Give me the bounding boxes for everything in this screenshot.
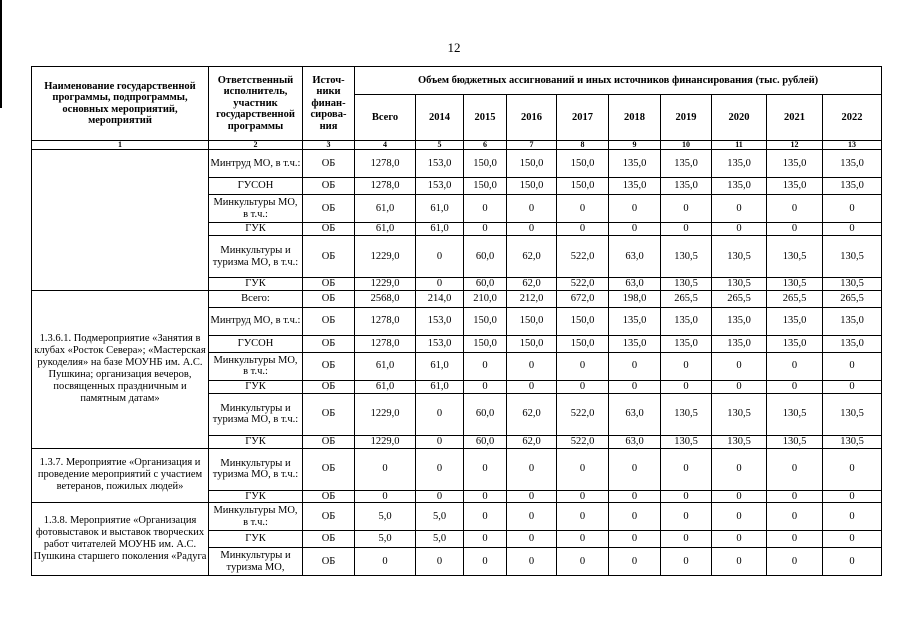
- value-cell: 1278,0: [355, 335, 416, 352]
- value-cell: 130,5: [661, 278, 712, 291]
- value-cell: 265,5: [767, 290, 823, 307]
- value-cell: 0: [507, 548, 557, 576]
- executor-cell: Минкультуры МО, в т.ч.:: [209, 352, 303, 380]
- value-cell: 150,0: [464, 178, 507, 195]
- value-cell: 135,0: [609, 307, 661, 335]
- value-cell: 0: [767, 548, 823, 576]
- source-cell: ОБ: [303, 393, 355, 435]
- value-cell: 135,0: [823, 335, 882, 352]
- value-cell: 150,0: [557, 150, 609, 178]
- source-cell: ОБ: [303, 380, 355, 393]
- value-cell: 0: [823, 448, 882, 490]
- value-cell: 0: [416, 278, 464, 291]
- value-cell: 63,0: [609, 393, 661, 435]
- header-budget: Объем бюджетных ассигнований и иных источников финансирования (тыс. рублей): [355, 67, 882, 95]
- header-year-2017: 2017: [557, 95, 609, 141]
- value-cell: 522,0: [557, 278, 609, 291]
- value-cell: 61,0: [355, 352, 416, 380]
- header-year-2021: 2021: [767, 95, 823, 141]
- value-cell: 61,0: [416, 223, 464, 236]
- value-cell: 63,0: [609, 236, 661, 278]
- value-cell: 0: [557, 531, 609, 548]
- source-cell: ОБ: [303, 503, 355, 531]
- executor-cell: ГУК: [209, 223, 303, 236]
- value-cell: 135,0: [823, 178, 882, 195]
- value-cell: 0: [557, 490, 609, 503]
- value-cell: 0: [767, 195, 823, 223]
- value-cell: 1229,0: [355, 236, 416, 278]
- executor-cell: ГУСОН: [209, 178, 303, 195]
- value-cell: 2568,0: [355, 290, 416, 307]
- value-cell: 0: [416, 435, 464, 448]
- value-cell: 135,0: [823, 150, 882, 178]
- value-cell: 130,5: [767, 393, 823, 435]
- value-cell: 0: [507, 503, 557, 531]
- value-cell: 5,0: [416, 503, 464, 531]
- value-cell: 0: [464, 448, 507, 490]
- value-cell: 150,0: [557, 178, 609, 195]
- value-cell: 62,0: [507, 435, 557, 448]
- value-cell: 62,0: [507, 393, 557, 435]
- source-cell: ОБ: [303, 435, 355, 448]
- value-cell: 130,5: [767, 278, 823, 291]
- value-cell: 150,0: [464, 335, 507, 352]
- value-cell: 0: [416, 236, 464, 278]
- value-cell: 0: [416, 548, 464, 576]
- value-cell: 522,0: [557, 236, 609, 278]
- value-cell: 0: [823, 490, 882, 503]
- value-cell: 0: [416, 393, 464, 435]
- value-cell: 5,0: [355, 531, 416, 548]
- value-cell: 0: [712, 195, 767, 223]
- value-cell: 0: [507, 352, 557, 380]
- column-number-6: 6: [464, 141, 507, 150]
- column-number-1: 1: [32, 141, 209, 150]
- value-cell: 135,0: [712, 307, 767, 335]
- value-cell: 0: [507, 380, 557, 393]
- source-cell: ОБ: [303, 278, 355, 291]
- value-cell: 0: [823, 223, 882, 236]
- column-number-5: 5: [416, 141, 464, 150]
- source-cell: ОБ: [303, 335, 355, 352]
- value-cell: 153,0: [416, 307, 464, 335]
- value-cell: 265,5: [712, 290, 767, 307]
- value-cell: 61,0: [355, 223, 416, 236]
- value-cell: 60,0: [464, 236, 507, 278]
- value-cell: 130,5: [661, 393, 712, 435]
- value-cell: 62,0: [507, 236, 557, 278]
- value-cell: 0: [661, 223, 712, 236]
- value-cell: 0: [767, 490, 823, 503]
- value-cell: 0: [464, 223, 507, 236]
- value-cell: 0: [507, 223, 557, 236]
- value-cell: 150,0: [464, 307, 507, 335]
- value-cell: 214,0: [416, 290, 464, 307]
- value-cell: 0: [661, 503, 712, 531]
- value-cell: 0: [609, 195, 661, 223]
- value-cell: 1278,0: [355, 178, 416, 195]
- column-number-3: 3: [303, 141, 355, 150]
- value-cell: 135,0: [767, 178, 823, 195]
- table-row: [32, 503, 882, 531]
- value-cell: 0: [609, 352, 661, 380]
- executor-cell: ГУК: [209, 278, 303, 291]
- value-cell: 0: [507, 195, 557, 223]
- executor-cell: ГУК: [209, 380, 303, 393]
- value-cell: 0: [464, 503, 507, 531]
- column-number-7: 7: [507, 141, 557, 150]
- executor-cell: Минкультуры МО, в т.ч.:: [209, 503, 303, 531]
- value-cell: 130,5: [712, 236, 767, 278]
- value-cell: 1229,0: [355, 393, 416, 435]
- executor-cell: Минтруд МО, в т.ч.:: [209, 150, 303, 178]
- executor-cell: ГУСОН: [209, 335, 303, 352]
- budget-table: [31, 66, 882, 576]
- value-cell: 0: [661, 531, 712, 548]
- value-cell: 0: [712, 352, 767, 380]
- value-cell: 0: [823, 503, 882, 531]
- value-cell: 61,0: [416, 352, 464, 380]
- value-cell: 62,0: [507, 278, 557, 291]
- executor-cell: Минкультуры и туризма МО,: [209, 548, 303, 576]
- value-cell: 0: [767, 223, 823, 236]
- value-cell: 60,0: [464, 435, 507, 448]
- value-cell: 0: [712, 380, 767, 393]
- value-cell: 135,0: [661, 307, 712, 335]
- value-cell: 135,0: [609, 178, 661, 195]
- page-number: 12: [447, 40, 461, 55]
- value-cell: 150,0: [507, 307, 557, 335]
- value-cell: 0: [712, 448, 767, 490]
- value-cell: 0: [464, 548, 507, 576]
- value-cell: 210,0: [464, 290, 507, 307]
- value-cell: 60,0: [464, 278, 507, 291]
- value-cell: 61,0: [355, 195, 416, 223]
- executor-cell: Минкультуры и туризма МО, в т.ч.:: [209, 236, 303, 278]
- value-cell: 63,0: [609, 278, 661, 291]
- value-cell: 0: [609, 380, 661, 393]
- value-cell: 0: [661, 380, 712, 393]
- value-cell: 0: [507, 448, 557, 490]
- value-cell: 212,0: [507, 290, 557, 307]
- value-cell: 61,0: [416, 380, 464, 393]
- value-cell: 0: [557, 352, 609, 380]
- value-cell: 198,0: [609, 290, 661, 307]
- executor-cell: Минкультуры и туризма МО, в т.ч.:: [209, 393, 303, 435]
- table-row: [32, 290, 882, 307]
- column-number-13: 13: [823, 141, 882, 150]
- value-cell: 63,0: [609, 435, 661, 448]
- value-cell: 135,0: [609, 150, 661, 178]
- value-cell: 0: [416, 490, 464, 503]
- column-number-2: 2: [209, 141, 303, 150]
- value-cell: 135,0: [767, 150, 823, 178]
- program-name-cell: 1.3.7. Мероприятие «Организация и проведение мероприятий с участием ветеранов, пожилых людей»: [32, 448, 209, 503]
- value-cell: 0: [609, 503, 661, 531]
- value-cell: 130,5: [767, 236, 823, 278]
- source-cell: ОБ: [303, 548, 355, 576]
- value-cell: 0: [464, 195, 507, 223]
- value-cell: 0: [712, 531, 767, 548]
- value-cell: 150,0: [557, 307, 609, 335]
- value-cell: 130,5: [712, 393, 767, 435]
- value-cell: 135,0: [712, 335, 767, 352]
- value-cell: 0: [767, 352, 823, 380]
- value-cell: 0: [557, 548, 609, 576]
- executor-cell: ГУК: [209, 531, 303, 548]
- executor-cell: Минтруд МО, в т.ч.:: [209, 307, 303, 335]
- value-cell: 135,0: [712, 178, 767, 195]
- value-cell: 130,5: [712, 435, 767, 448]
- value-cell: 135,0: [823, 307, 882, 335]
- executor-cell: Минкультуры МО, в т.ч.:: [209, 195, 303, 223]
- value-cell: 0: [507, 531, 557, 548]
- header-year-2019: 2019: [661, 95, 712, 141]
- value-cell: 135,0: [767, 307, 823, 335]
- value-cell: 0: [609, 223, 661, 236]
- value-cell: 0: [767, 503, 823, 531]
- value-cell: 0: [712, 490, 767, 503]
- value-cell: 0: [712, 548, 767, 576]
- source-cell: ОБ: [303, 150, 355, 178]
- source-cell: ОБ: [303, 531, 355, 548]
- column-number-4: 4: [355, 141, 416, 150]
- executor-cell: ГУК: [209, 490, 303, 503]
- value-cell: 135,0: [712, 150, 767, 178]
- value-cell: 0: [823, 195, 882, 223]
- value-cell: 0: [767, 380, 823, 393]
- value-cell: 0: [557, 503, 609, 531]
- value-cell: 61,0: [416, 195, 464, 223]
- header-year-2020: 2020: [712, 95, 767, 141]
- value-cell: 130,5: [661, 435, 712, 448]
- header-source: Источ-ники финан-сирова-ния: [303, 67, 355, 141]
- source-cell: ОБ: [303, 223, 355, 236]
- value-cell: 153,0: [416, 178, 464, 195]
- value-cell: 0: [823, 352, 882, 380]
- value-cell: 0: [661, 195, 712, 223]
- value-cell: 0: [609, 548, 661, 576]
- value-cell: 522,0: [557, 435, 609, 448]
- value-cell: 0: [609, 531, 661, 548]
- value-cell: 135,0: [661, 335, 712, 352]
- header-year-2015: 2015: [464, 95, 507, 141]
- value-cell: 1229,0: [355, 278, 416, 291]
- value-cell: 135,0: [767, 335, 823, 352]
- value-cell: 0: [557, 223, 609, 236]
- program-name-cell: 1.3.8. Мероприятие «Организация фотовыставок и выставок творческих работ читателей МОУНБ им. А.С. Пушкина старшего поколения «Радуга: [32, 503, 209, 576]
- executor-cell: Всего:: [209, 290, 303, 307]
- value-cell: 0: [416, 448, 464, 490]
- value-cell: 130,5: [823, 236, 882, 278]
- value-cell: 672,0: [557, 290, 609, 307]
- value-cell: 130,5: [823, 435, 882, 448]
- value-cell: 1278,0: [355, 307, 416, 335]
- value-cell: 0: [767, 531, 823, 548]
- value-cell: 153,0: [416, 335, 464, 352]
- column-number-11: 11: [712, 141, 767, 150]
- value-cell: 1229,0: [355, 435, 416, 448]
- header-total: Всего: [355, 95, 416, 141]
- source-cell: ОБ: [303, 236, 355, 278]
- column-number-8: 8: [557, 141, 609, 150]
- value-cell: 61,0: [355, 380, 416, 393]
- program-name-cell: [32, 150, 209, 291]
- value-cell: 0: [464, 352, 507, 380]
- table-row: [32, 448, 882, 490]
- page-edge-line: [0, 0, 2, 108]
- column-number-10: 10: [661, 141, 712, 150]
- source-cell: ОБ: [303, 290, 355, 307]
- value-cell: 0: [823, 548, 882, 576]
- value-cell: 0: [661, 490, 712, 503]
- value-cell: 0: [661, 448, 712, 490]
- value-cell: 1278,0: [355, 150, 416, 178]
- value-cell: 5,0: [416, 531, 464, 548]
- value-cell: 0: [712, 223, 767, 236]
- source-cell: ОБ: [303, 352, 355, 380]
- value-cell: 0: [823, 380, 882, 393]
- value-cell: 0: [712, 503, 767, 531]
- source-cell: ОБ: [303, 448, 355, 490]
- value-cell: 0: [557, 448, 609, 490]
- value-cell: 150,0: [507, 150, 557, 178]
- value-cell: 0: [609, 490, 661, 503]
- table-row: [32, 150, 882, 178]
- value-cell: 0: [823, 531, 882, 548]
- value-cell: 0: [355, 448, 416, 490]
- value-cell: 0: [464, 531, 507, 548]
- value-cell: 265,5: [823, 290, 882, 307]
- header-year-2016: 2016: [507, 95, 557, 141]
- header-year-2018: 2018: [609, 95, 661, 141]
- value-cell: 135,0: [609, 335, 661, 352]
- value-cell: 0: [355, 490, 416, 503]
- source-cell: ОБ: [303, 490, 355, 503]
- value-cell: 130,5: [712, 278, 767, 291]
- value-cell: 150,0: [557, 335, 609, 352]
- value-cell: 0: [661, 352, 712, 380]
- program-name-cell: 1.3.6.1. Подмероприятие «Занятия в клубах «Росток Севера»; «Мастерская рукоделия» на базе МОУНБ им. А.С. Пушкина; организация вечеров, посвященных праздничным и памятным датам»: [32, 290, 209, 448]
- value-cell: 60,0: [464, 393, 507, 435]
- value-cell: 0: [507, 490, 557, 503]
- value-cell: 153,0: [416, 150, 464, 178]
- value-cell: 135,0: [661, 178, 712, 195]
- value-cell: 130,5: [661, 236, 712, 278]
- source-cell: ОБ: [303, 307, 355, 335]
- value-cell: 135,0: [661, 150, 712, 178]
- source-cell: ОБ: [303, 195, 355, 223]
- executor-cell: Минкультуры и туризма МО, в т.ч.:: [209, 448, 303, 490]
- value-cell: 0: [557, 380, 609, 393]
- value-cell: 0: [355, 548, 416, 576]
- value-cell: 0: [661, 548, 712, 576]
- value-cell: 0: [609, 448, 661, 490]
- value-cell: 150,0: [464, 150, 507, 178]
- header-year-2022: 2022: [823, 95, 882, 141]
- source-cell: ОБ: [303, 178, 355, 195]
- value-cell: 150,0: [507, 335, 557, 352]
- value-cell: 130,5: [767, 435, 823, 448]
- header-year-2014: 2014: [416, 95, 464, 141]
- header-executor: Ответственный исполнитель, участник государственной программы: [209, 67, 303, 141]
- value-cell: 130,5: [823, 393, 882, 435]
- executor-cell: ГУК: [209, 435, 303, 448]
- value-cell: 5,0: [355, 503, 416, 531]
- value-cell: 522,0: [557, 393, 609, 435]
- column-number-9: 9: [609, 141, 661, 150]
- column-number-12: 12: [767, 141, 823, 150]
- value-cell: 130,5: [823, 278, 882, 291]
- value-cell: 0: [557, 195, 609, 223]
- value-cell: 0: [464, 490, 507, 503]
- header-program: Наименование государственной программы, подпрограммы, основных мероприятий, мероприятий: [32, 67, 209, 141]
- value-cell: 150,0: [507, 178, 557, 195]
- value-cell: 0: [464, 380, 507, 393]
- value-cell: 0: [767, 448, 823, 490]
- value-cell: 265,5: [661, 290, 712, 307]
